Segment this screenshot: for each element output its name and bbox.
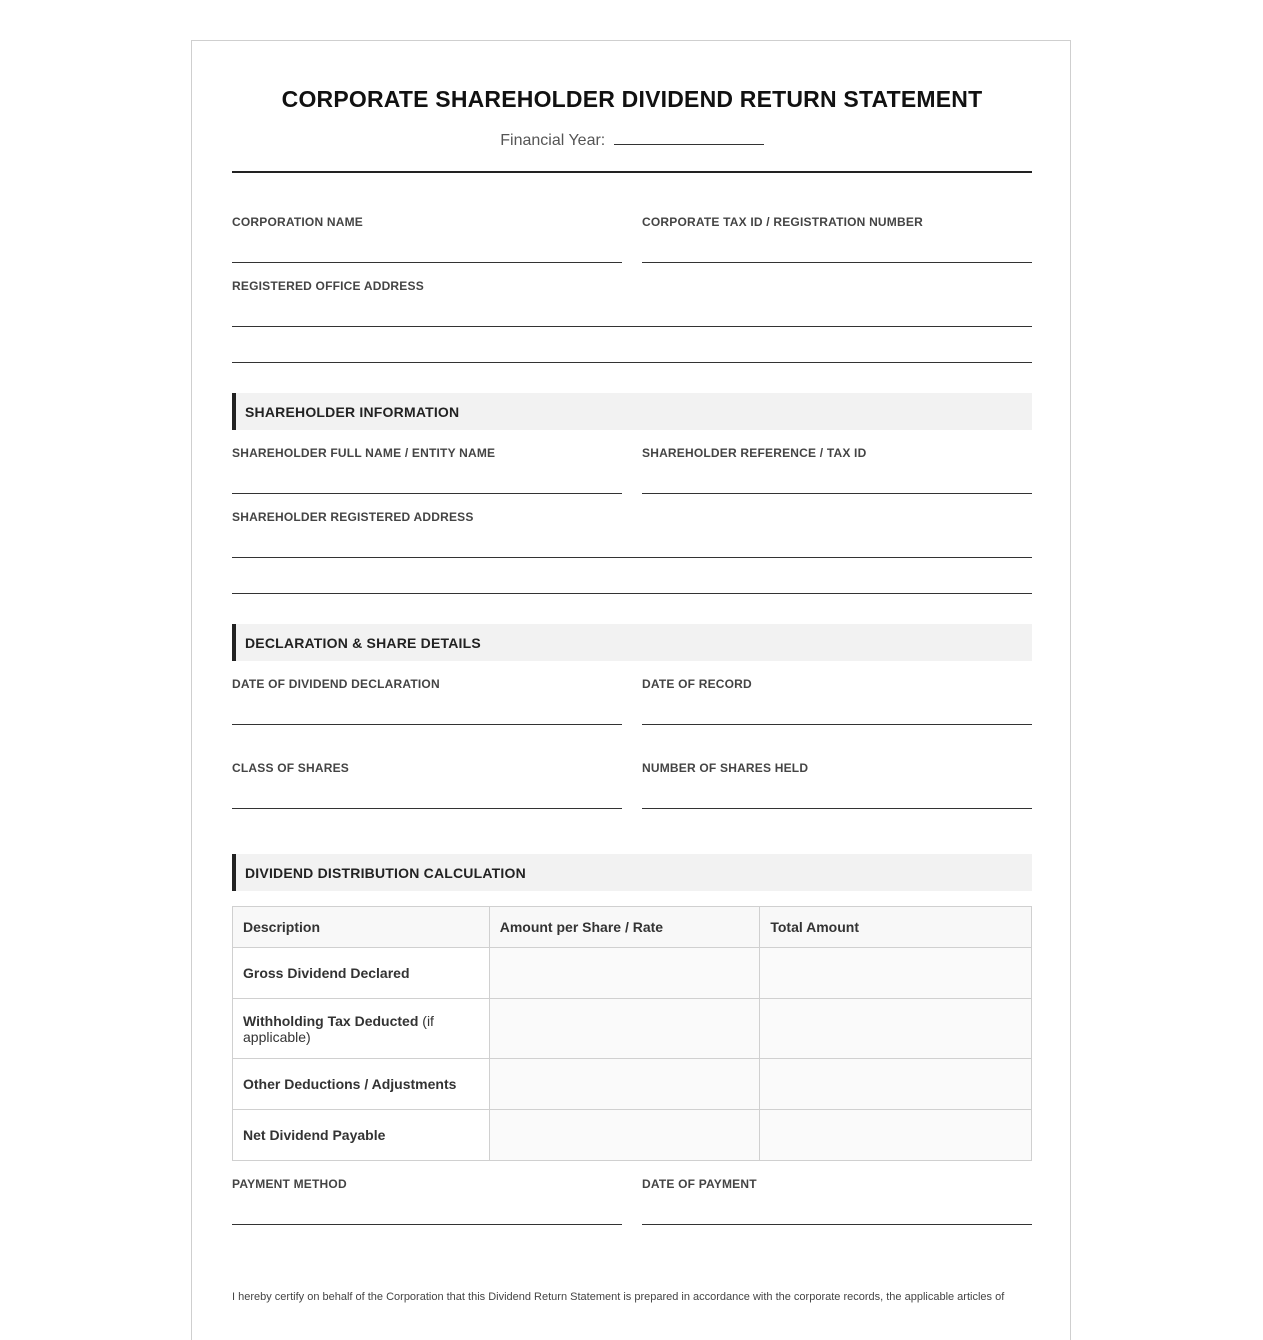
column-header: Amount per Share / Rate <box>489 907 760 948</box>
shareholder-address-field[interactable] <box>232 510 1032 594</box>
calculation-section-header <box>232 854 1032 891</box>
row-description <box>233 1059 490 1110</box>
dividend-calculation-table <box>232 906 1032 1161</box>
corporation-name-field[interactable] <box>232 215 622 263</box>
total-amount-cell[interactable] <box>760 948 1032 999</box>
table-row <box>233 999 1032 1059</box>
amount-per-share-cell[interactable] <box>489 1059 760 1110</box>
row-label: Gross Dividend Declared <box>243 965 410 981</box>
column-header: Total Amount <box>760 907 1032 948</box>
row-note: (if applicable) <box>243 1012 434 1045</box>
shares-held-label: NUMBER OF SHARES HELD <box>642 761 809 775</box>
header-divider <box>232 171 1032 173</box>
declaration-section-title: DECLARATION & SHARE DETAILS <box>245 635 481 651</box>
table-row <box>233 1110 1032 1161</box>
document-title: CORPORATE SHAREHOLDER DIVIDEND RETURN STATEMENT <box>281 86 983 112</box>
payment-method-label: PAYMENT METHOD <box>232 1177 347 1191</box>
corporate-tax-id-line[interactable] <box>642 262 1032 263</box>
payment-method-field[interactable] <box>232 1177 622 1225</box>
row-description <box>233 948 490 999</box>
shareholder-reference-field[interactable] <box>642 446 1032 494</box>
table-header-row <box>233 907 1032 948</box>
payment-date-line[interactable] <box>642 1224 1032 1225</box>
payment-method-line[interactable] <box>232 1224 622 1225</box>
financial-year-field[interactable] <box>614 130 764 145</box>
row-label: Withholding Tax Deducted <box>243 1012 419 1029</box>
shares-held-field[interactable] <box>642 761 1032 809</box>
row-description <box>233 999 490 1059</box>
total-amount-cell[interactable] <box>760 999 1032 1059</box>
table-row <box>233 1059 1032 1110</box>
registered-office-address-line-2[interactable] <box>232 362 1032 363</box>
amount-per-share-cell[interactable] <box>489 948 760 999</box>
registered-office-address-label: REGISTERED OFFICE ADDRESS <box>232 279 424 293</box>
corporation-name-line[interactable] <box>232 262 622 263</box>
declaration-section-header <box>232 624 1032 661</box>
shareholder-reference-label: SHAREHOLDER REFERENCE / TAX ID <box>642 446 867 460</box>
shareholder-name-label: SHAREHOLDER FULL NAME / ENTITY NAME <box>232 446 496 460</box>
shareholder-name-line[interactable] <box>232 493 622 494</box>
corporate-tax-id-field[interactable] <box>642 215 1032 263</box>
total-amount-cell[interactable] <box>760 1059 1032 1110</box>
financial-year <box>232 130 1032 150</box>
shareholder-address-line-1[interactable] <box>232 557 1032 558</box>
certification-text: I hereby certify on behalf of the Corporation that this Dividend Return Statement is prepared in accordance with the corporate records, the applicable articles of <box>232 1291 1005 1303</box>
registered-office-address-line-1[interactable] <box>232 326 1032 327</box>
share-class-label: CLASS OF SHARES <box>232 761 350 775</box>
corporate-tax-id-label: CORPORATE TAX ID / REGISTRATION NUMBER <box>642 215 923 229</box>
declaration-date-field[interactable] <box>232 677 622 725</box>
shareholder-name-field[interactable] <box>232 446 622 494</box>
declaration-date-line[interactable] <box>232 724 622 725</box>
row-label: Net Dividend Payable <box>243 1127 386 1143</box>
form-page <box>191 40 1071 1340</box>
share-class-line[interactable] <box>232 808 622 809</box>
row-description <box>233 1110 490 1161</box>
amount-per-share-cell[interactable] <box>489 999 760 1059</box>
record-date-line[interactable] <box>642 724 1032 725</box>
shareholder-address-line-2[interactable] <box>232 593 1032 594</box>
row-label: Other Deductions / Adjustments <box>243 1076 457 1092</box>
shares-held-line[interactable] <box>642 808 1032 809</box>
share-class-field[interactable] <box>232 761 622 809</box>
shareholder-section-title: SHAREHOLDER INFORMATION <box>245 404 460 420</box>
record-date-label: DATE OF RECORD <box>642 677 752 691</box>
amount-per-share-cell[interactable] <box>489 1110 760 1161</box>
financial-year-label: Financial Year: <box>500 132 606 149</box>
table-row <box>233 948 1032 999</box>
shareholder-reference-line[interactable] <box>642 493 1032 494</box>
registered-office-address-field[interactable] <box>232 279 1032 363</box>
record-date-field[interactable] <box>642 677 1032 725</box>
column-header: Description <box>233 907 490 948</box>
calculation-section-title: DIVIDEND DISTRIBUTION CALCULATION <box>245 865 526 881</box>
shareholder-address-label: SHAREHOLDER REGISTERED ADDRESS <box>232 510 474 524</box>
declaration-date-label: DATE OF DIVIDEND DECLARATION <box>232 677 440 691</box>
payment-date-label: DATE OF PAYMENT <box>642 1177 757 1191</box>
payment-date-field[interactable] <box>642 1177 1032 1225</box>
corporation-name-label: CORPORATION NAME <box>232 215 363 229</box>
total-amount-cell[interactable] <box>760 1110 1032 1161</box>
shareholder-section-header <box>232 393 1032 430</box>
